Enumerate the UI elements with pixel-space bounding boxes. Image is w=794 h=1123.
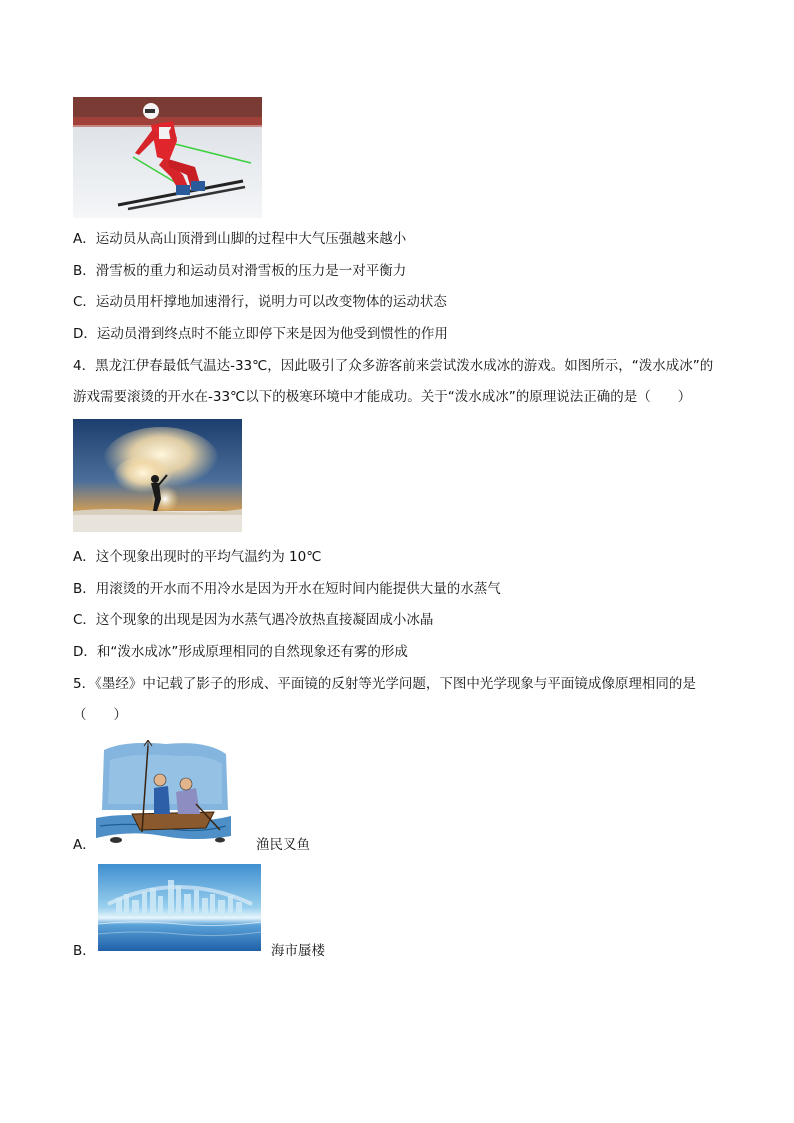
q5-stem-line2: （ ） [73, 707, 127, 723]
q3-option-d: D．运动员滑到终点时不能立即停下来是因为他受到惯性的作用 [73, 326, 448, 342]
q4-option-d: D．和“泼水成冰”形成原理相同的自然现象还有雾的形成 [73, 644, 408, 660]
q4-stem-line1: 4．黑龙江伊春最低气温达-33℃，因此吸引了众多游客前来尝试泼水成冰的游戏。如图所示，“泼水成冰”的 [73, 358, 714, 374]
q5-option-a-letter: A． [73, 837, 96, 853]
q4-option-a: A．这个现象出现时的平均气温约为 10℃ [73, 549, 322, 565]
q4-option-b: B．用滚烫的开水而不用冷水是因为开水在短时间内能提供大量的水蒸气 [73, 581, 501, 597]
q5-option-b-letter: B． [73, 943, 96, 959]
skier-photo [73, 97, 262, 218]
q4-option-c: C．这个现象的出现是因为水蒸气遇冷放热直接凝固成小冰晶 [73, 612, 434, 628]
q3-option-c: C．运动员用杆撑地加速滑行，说明力可以改变物体的运动状态 [73, 294, 447, 310]
fisherman-spearing-image [96, 740, 231, 846]
q3-option-b: B．滑雪板的重力和运动员对滑雪板的压力是一对平衡力 [73, 263, 407, 279]
q5-option-a-caption: 渔民叉鱼 [256, 837, 310, 853]
q5-stem-line1: 5．《墨经》中记载了影子的形成、平面镜的反射等光学问题，下图中光学现象与平面镜成像原理相同的是 [73, 676, 696, 692]
mirage-image [98, 864, 261, 951]
q3-option-a: A．运动员从高山顶滑到山脚的过程中大气压强越来越小 [73, 231, 407, 247]
q4-stem-line2: 游戏需要滚烫的开水在-33℃以下的极寒环境中才能成功。关于“泼水成冰”的原理说法正确的是（ ） [73, 389, 692, 405]
q5-option-b-caption: 海市蜃楼 [271, 943, 325, 959]
splash-ice-photo [73, 419, 242, 532]
